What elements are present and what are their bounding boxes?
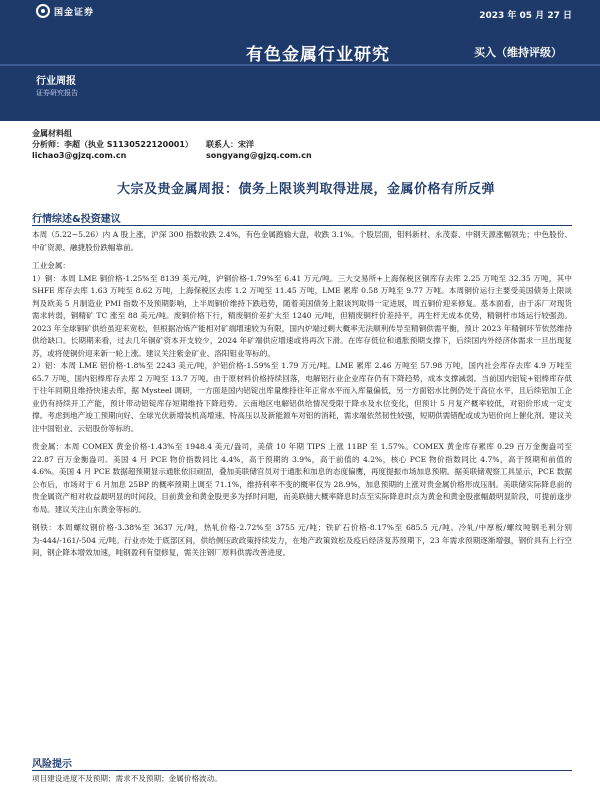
risk-paragraph: 项目建设进度不及预期；需求不及预期；金属价格波动。 xyxy=(32,774,222,783)
summary-heading: 行情综述&投资建议 xyxy=(32,214,121,225)
contact-name: 联系人：宋洋 xyxy=(206,140,254,149)
brand-logo xyxy=(36,4,94,18)
aluminum-paragraph: 2）铝：本周 LME 铝价格-1.8%至 2243 美元/吨，沪铝价格-1.59%至 1.79 万元/吨。LME 累库 2.46 万吨至 57.98 万吨，国内社会库存去库 4.9 万吨至 65.7 万吨，国内铝棒库存去库 2 万吨至 13.7 万吨。由于原材料价格持续回落，电解铝行业企业库存仍有下降趋势，成本支撑减弱。当前国内铝锭+铝棒库存低于往年同期且维持快速去库，据 Mysteel 调研，一方面是国内铝锭出库量维持往年正常水平而入库量偏低，另一方面铝水比例仍处于高位水平，且后续铝加工企业仍有持续开工产能，预计带动铝锭库存短期维持下降趋势。云南地区电解铝供给情况受限于降水及水位变化，但预计 5 月复产概率较低，对铝价形成一定支撑。考虑到地产竣工预期向好、全球光伏新增装机高增速、特高压以及新能源车对铝的消耗，需求端依然韧性较强，短期供需错配或成为铝价向上催化剂。建议关注中国铝业、云铝股份等标的。 xyxy=(32,361,572,433)
precious-metals-paragraph: 贵金属：本周 COMEX 黄金价格-1.43%至 1948.4 美元/盎司，美债 10 年期 TIPS 上涨 11BP 至 1.57%。COMEX 黄金库存累库 0.29 百万金衡盎司至 22.87 百万金衡盎司。美国 4 月 PCE 物价指数同比 4.4%，高于预期的 3.9%，高于前值的 4.2%，核心 PCE 物价指数同比 4.7%，高于预期和前值的 4.6%。美国 4 月 PCE 数据超预期显示通胀依旧顽固，叠加美联储官员对于通胀和加息的态度偏鹰，再度提振市场加息预期。据美联储观察工具显示，PCE 数据公布后，市场对于 6 月加息 25BP 的概率预期上调至 71.1%，维持利率不变的概率仅为 28.9%，加息预期的上涨对贵金属价格形成压制。美联储实际降息前的贵金属资产相对收益最明显的时间段，目前黄金和黄金股更多为择时问题，而美联储大概率降息时点至实际降息时点为黄金和黄金股涨幅最明显阶段，可提前逢步布局。建议关注山东黄金等标的。 xyxy=(32,442,572,514)
report-header xyxy=(0,0,600,121)
author-info xyxy=(32,128,312,161)
contact-email[interactable]: songyang@gjzq.com.cn xyxy=(206,151,312,160)
brand-name: 国金证券 xyxy=(54,7,95,18)
copper-paragraph: 1）铜：本周 LME 铜价格-1.25%至 8139 美元/吨，沪铜价格-1.79%至 6.41 万元/吨。三大交易所+上海保税区铜库存去库 2.25 万吨至 32.35 万吨，其中 SHFE 库存去库 1.63 万吨至 8.62 万吨，上海保税区去库 1.2 万吨至 11.45 万吨，LME 累库 0.58 万吨至 9.77 万吨。本周铜价运行主要受美国债务上限谈判及欧美 5 月制造业 PMI 指数不及预期影响，上半周铜价维持下跌趋势，随着美国债务上限谈判取得一定进展，周五铜价迎来修复。基本面看，由于冻厂对现货需求转弱，铜精矿 TC 涨至 88 美元/吨。废铜价格下行，精废铜价差扩大至 1240 元/吨，但精废铜杆价差持平，再生杆无成本优势，精铜杆市场运行较强劲。2023 年全球铜矿供给虽迎来宽松，但根据冶炼产能相对矿端增速较为有限，国内炉端过剩大概率无法顺利传导至精铜供需平衡，预计 2023 年精铜环节依然维持供给缺口。长期期来看，过去几年铜矿资本开支较少，2024 年矿端供应增速或将再次下滑。在库存低位和通胀预期支撑下，后续国内外经济体需求一旦出现复苏，或将使铜价迎来新一轮上涨。建议关注紫金矿业、洛阳钼业等标的。 xyxy=(32,273,572,358)
risk-rule xyxy=(32,770,572,771)
report-subtype: 证券研究报告 xyxy=(36,89,78,97)
analyst-email[interactable]: lichao3@gjzq.com.cn xyxy=(32,151,127,160)
risk-heading: 风险提示 xyxy=(32,759,72,770)
report-headline: 大宗及贵金属周报：债务上限谈判取得进展，金属价格有所反弹 xyxy=(116,182,495,197)
research-group: 金属材料组 xyxy=(32,129,72,138)
rating-badge: 买入（维持评级） xyxy=(474,46,562,59)
report-date: 2023 年 05 月 27 日 xyxy=(479,11,572,21)
brand-logo-icon xyxy=(36,4,50,18)
report-type: 行业周报 xyxy=(36,76,76,87)
steel-paragraph: 钢铁：本周螺纹钢价格-3.38%至 3637 元/吨，热轧价格-2.72%至 3755 元/吨；铁矿石价格-8.17%至 685.5 元/吨。冷轧/中厚板/螺纹吨钢毛利分别为-444/-161/-504 元/吨。行业亦处于底部区间，供给侧压政政策持续发力，在地产政策致松及疫后经济复苏预期下，23 年需求预期逐渐增强，钢价具有上行空间，钢企降本增效加速，吨钢盈利有望修复，需关注钢厂原料供需改善进度。 xyxy=(32,523,572,557)
industrial-heading: 工业金属： xyxy=(32,261,70,270)
market-paragraph: 本周（5.22~5.26）内 A 股上涨，沪深 300 指数收跌 2.4%，有色金属跑输大盘，收跌 3.1%。个股层面，钼料新材、永茂泰、中钢天源涨幅领先；中色股份、中矿资源、融捷股份跌幅靠前。 xyxy=(32,230,572,252)
analyst-name: 分析师：李超（执业 S1130522120001） xyxy=(32,140,193,149)
report-title: 有色金属行业研究 xyxy=(246,45,390,65)
report-body xyxy=(32,229,572,560)
summary-rule xyxy=(32,225,572,226)
risk-body xyxy=(32,773,572,786)
